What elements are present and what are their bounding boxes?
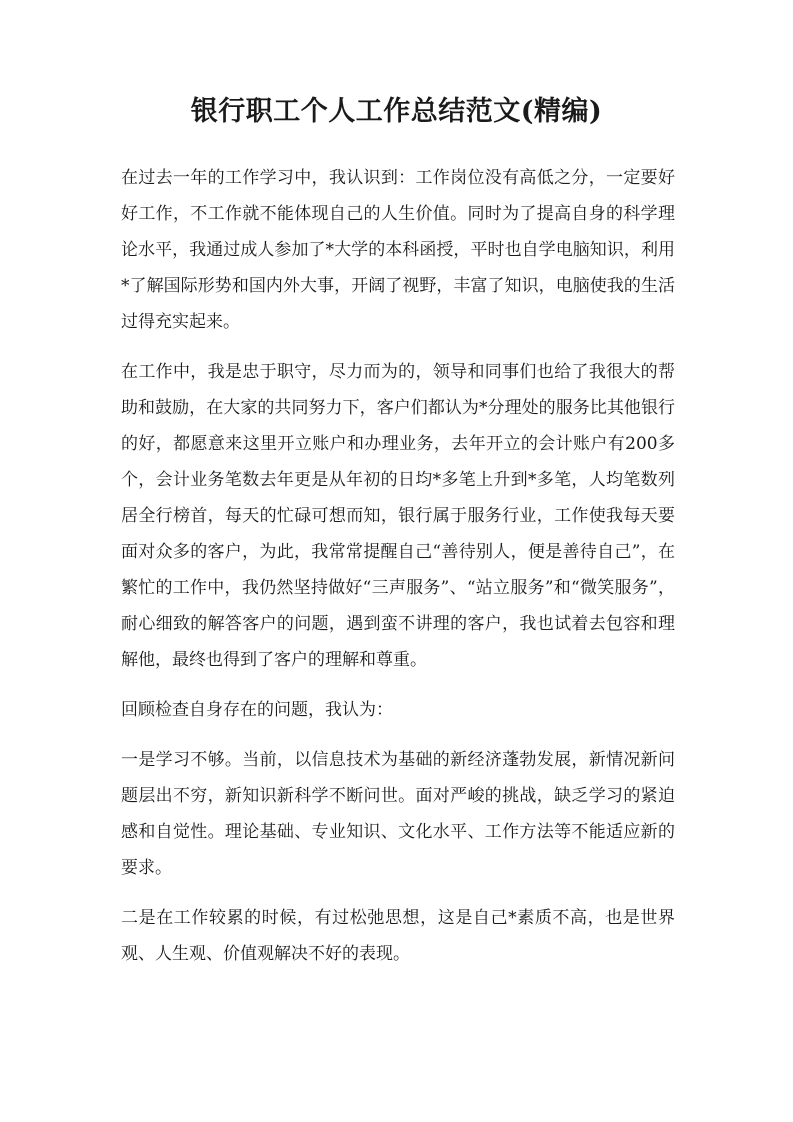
document-title: 银行职工个人工作总结范文(精编) <box>190 96 603 127</box>
paragraph-problem-one: 一是学习不够。当前，以信息技术为基础的新经济蓬勃发展，新情况新问题层出不穷，新知识新科学不断问世。面对严峻的挑战，缺乏学习的紧迫感和自觉性。理论基础、专业知识、文化水平、工作方法等不能适应新的要求。 <box>121 750 675 878</box>
paragraph-learning-experience: 在过去一年的工作学习中，我认识到：工作岗位没有高低之分，一定要好好工作，不工作就不能体现自己的人生价值。同时为了提高自身的科学理论水平，我通过成人参加了*大学的本科函授，平时也自学电脑知识，利用*了解国际形势和国内外大事，开阔了视野，丰富了知识，电脑使我的生活过得充实起来。 <box>121 168 675 332</box>
document-body <box>121 160 675 986</box>
paragraph-problem-two: 二是在工作较累的时候，有过松弛思想，这是自己*素质不高，也是世界观、人生观、价值观解决不好的表现。 <box>121 908 675 964</box>
paragraph-work-performance: 在工作中，我是忠于职守，尽力而为的，领导和同事们也给了我很大的帮助和鼓励，在大家的共同努力下，客户们都认为*分理处的服务比其他银行的好，都愿意来这里开立账户和办理业务，去年开立的会计账户有200多个，会计业务笔数去年更是从年初的日均*多笔上升到*多笔，人均笔数列居全行榜首，每天的忙碌可想而知，银行属于服务行业，工作使我每天要面对众多的客户，为此，我常常提醒自己“善待别人，便是善待自己”，在繁忙的工作中，我仍然坚持做好“三声服务”、“站立服务”和“微笑服务”，耐心细致的解答客户的问题，遇到蛮不讲理的客户，我也试着去包容和理解他，最终也得到了客户的理解和尊重。 <box>121 362 675 670</box>
paragraph-problem-review-intro: 回顾检查自身存在的问题，我认为： <box>121 700 393 720</box>
